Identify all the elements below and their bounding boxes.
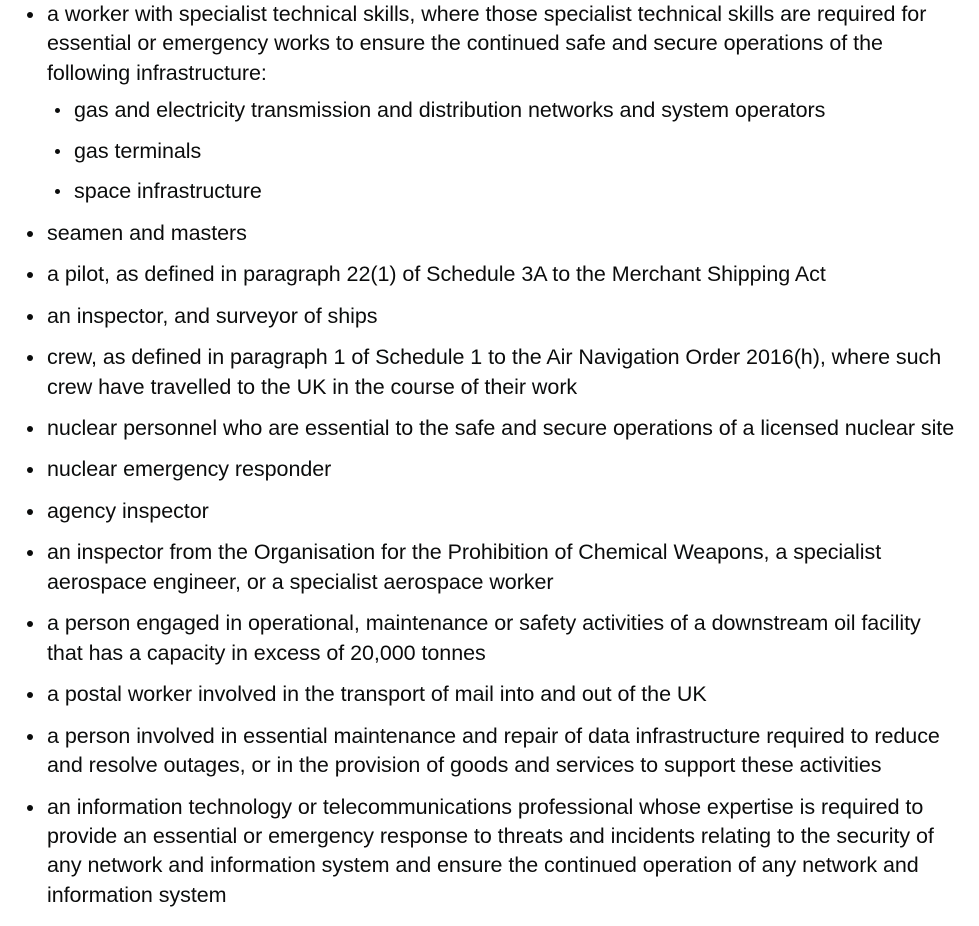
list-item	[14, 538, 955, 597]
list-item	[14, 455, 955, 484]
list-item	[14, 414, 955, 443]
list-item	[47, 137, 955, 166]
list-item-text: a postal worker involved in the transport of mail into and out of the UK	[47, 682, 707, 707]
list-item-text: nuclear emergency responder	[47, 457, 332, 482]
list-item	[14, 219, 955, 248]
list-item-text: an information technology or telecommunications professional whose expertise is required to provide an essential or emergency response to threats and incidents relating to the security of any network and information system and ensure the continued operation of any network and information system	[47, 794, 934, 907]
list-item-text: crew, as defined in paragraph 1 of Schedule 1 to the Air Navigation Order 2016(h), where such crew have travelled to the UK in the course of their work	[47, 345, 942, 399]
list-item	[47, 96, 955, 125]
list-item-text: a person involved in essential maintenance and repair of data infrastructure required to reduce and resolve outages, or in the provision of goods and services to support these activities	[47, 723, 940, 778]
list-item	[14, 722, 955, 781]
list-item-text: an inspector from the Organisation for the Prohibition of Chemical Weapons, a specialist aerospace engineer, or a specialist aerospace worker	[47, 540, 882, 594]
list-item-text: an inspector, and surveyor of ships	[47, 303, 378, 328]
list-item-text: nuclear personnel who are essential to the safe and secure operations of a licensed nuclear site	[47, 415, 955, 440]
list-item-text: space infrastructure	[74, 179, 262, 204]
list-item-text: a person engaged in operational, maintenance or safety activities of a downstream oil facility that has a capacity in excess of 20,000 tonnes	[47, 611, 921, 665]
infrastructure-sublist	[47, 96, 955, 206]
list-item	[14, 260, 955, 289]
list-item	[14, 343, 955, 402]
exempt-worker-list	[14, 0, 955, 910]
list-item-text: a worker with specialist technical skills, where those specialist technical skills are required for essential or emergency works to ensure the continued safe and secure operations of the following infrastructure:	[47, 2, 927, 85]
list-item	[47, 177, 955, 206]
list-item-text: seamen and masters	[47, 220, 247, 245]
list-item-text: gas and electricity transmission and distribution networks and system operators	[74, 98, 826, 123]
list-item	[14, 0, 955, 207]
list-item	[14, 793, 955, 911]
list-item	[14, 302, 955, 331]
list-item	[14, 609, 955, 668]
list-item	[14, 497, 955, 526]
list-item	[14, 680, 955, 709]
list-item-text: gas terminals	[74, 138, 202, 163]
list-item-text: a pilot, as defined in paragraph 22(1) of Schedule 3A to the Merchant Shipping Act	[47, 262, 826, 287]
list-item-text: agency inspector	[47, 498, 209, 523]
